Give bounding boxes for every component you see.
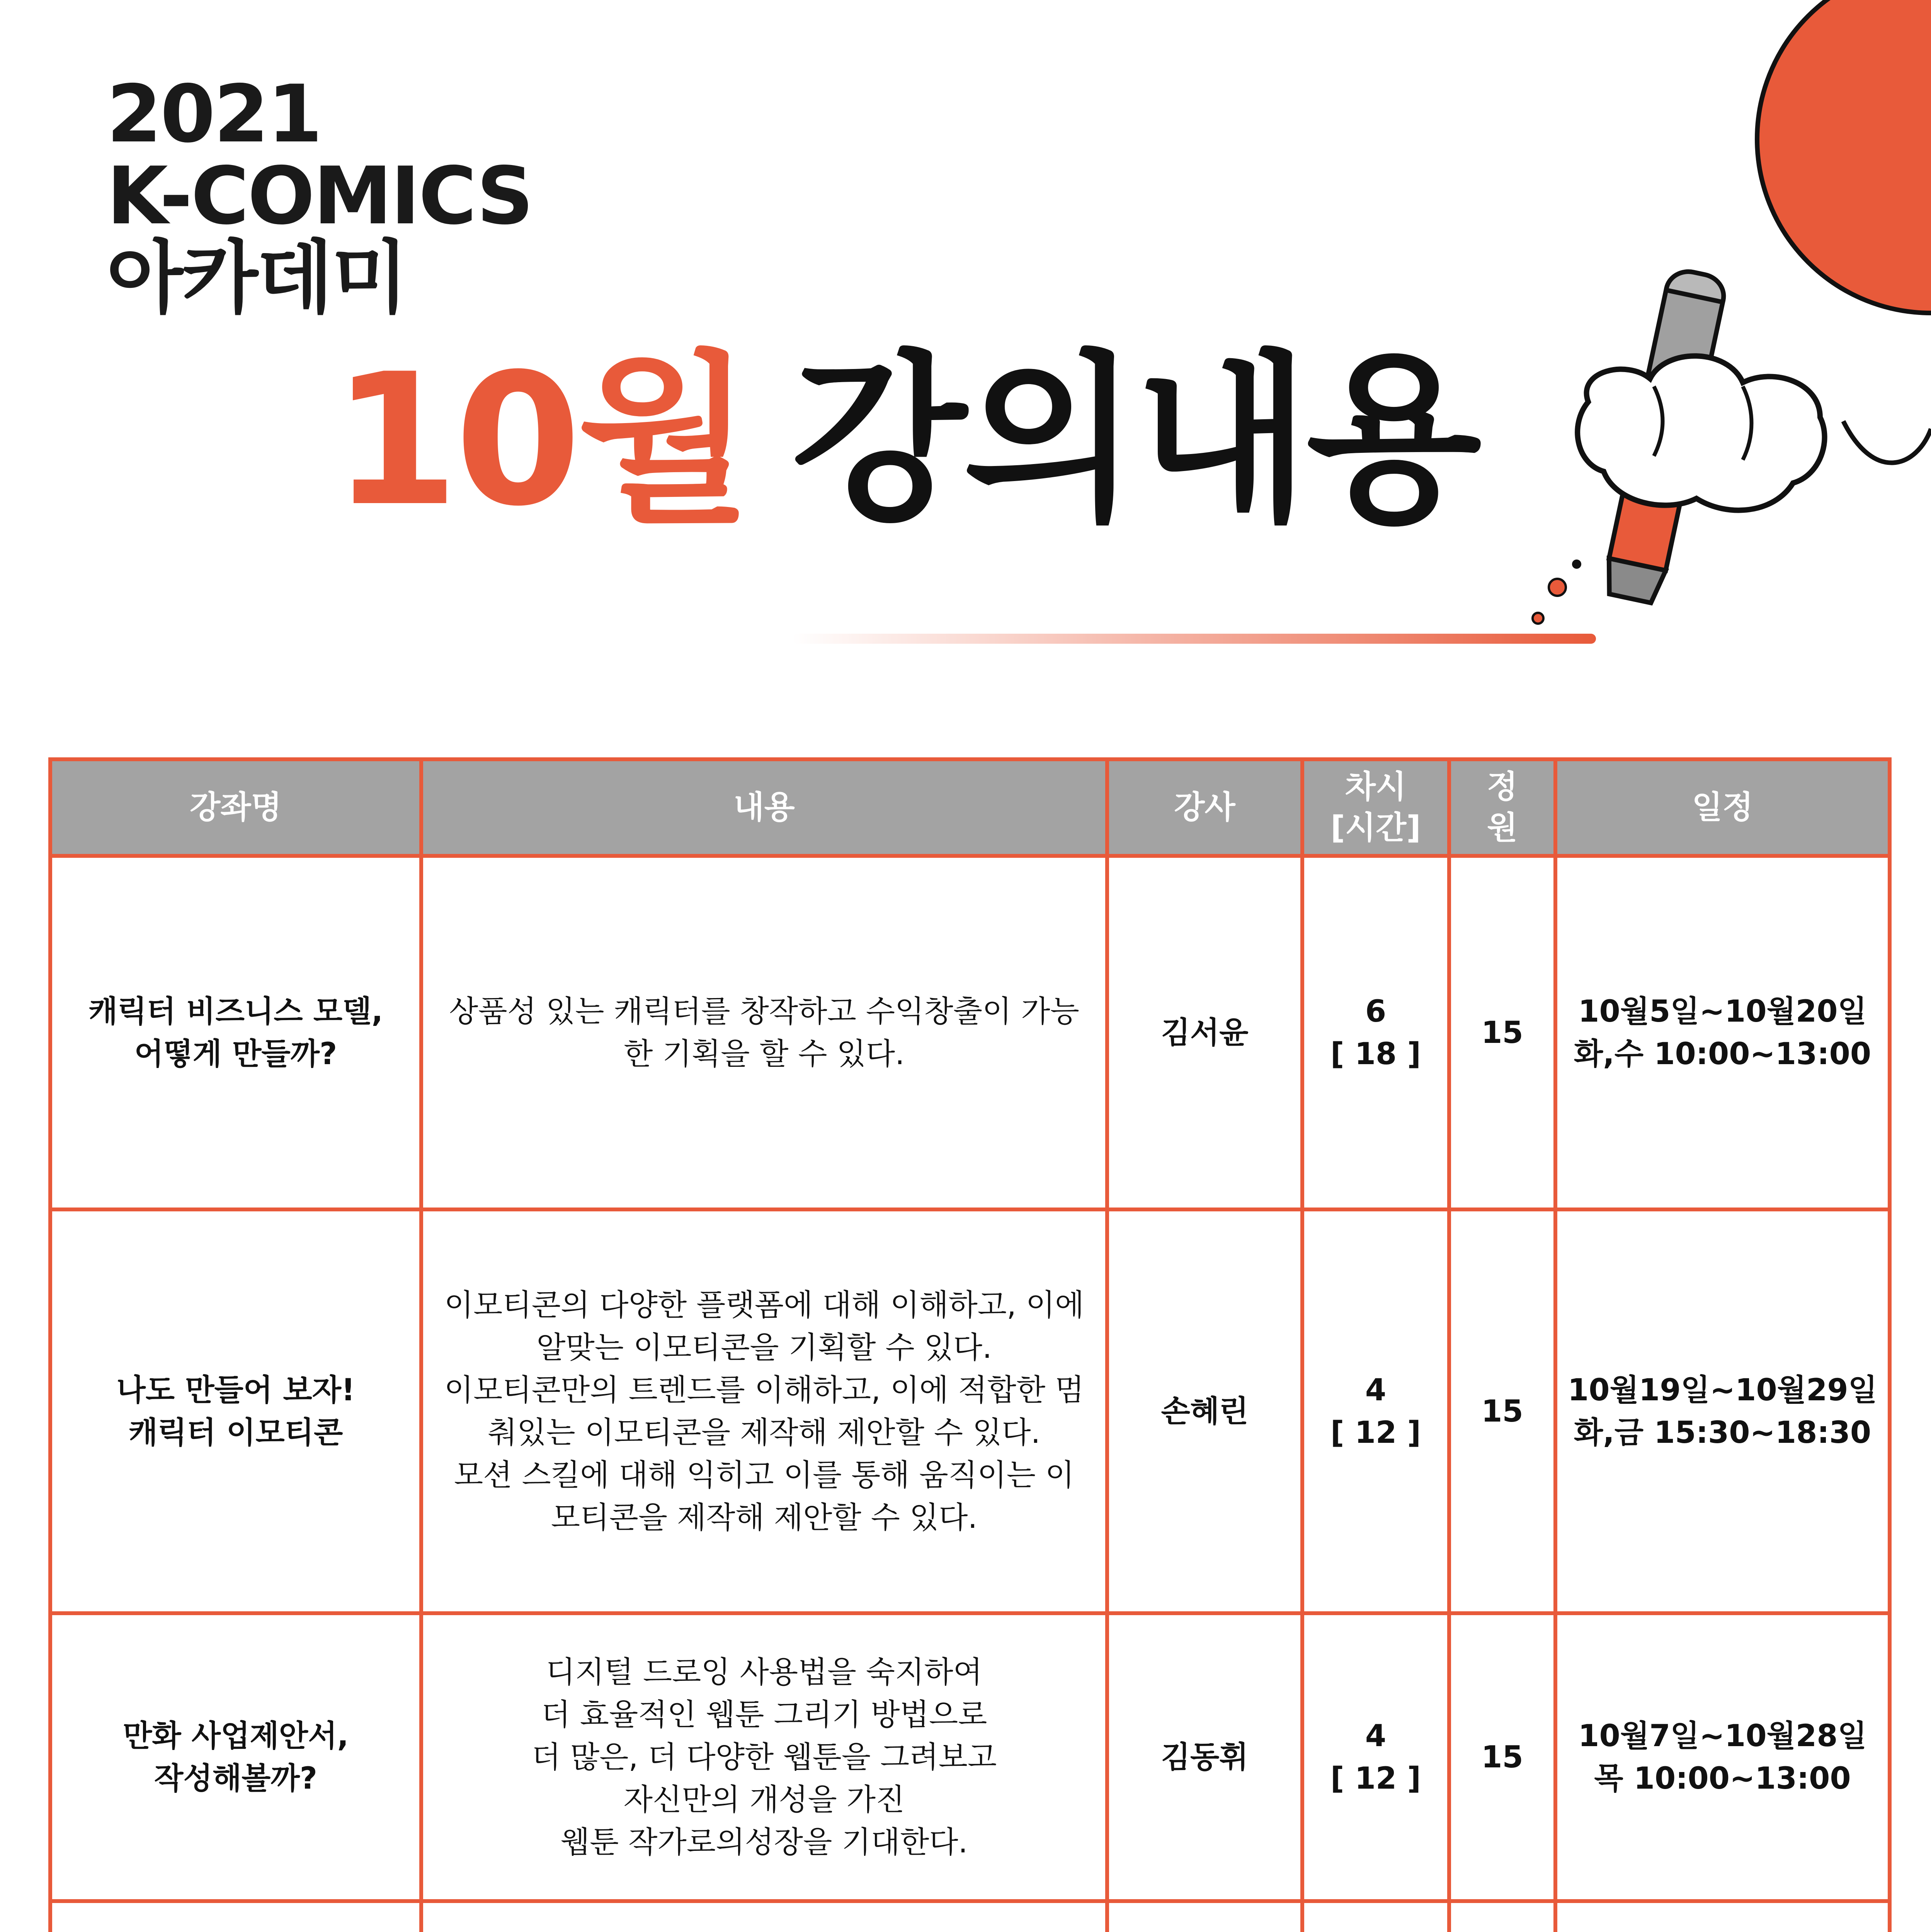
course-content: 디지털 드로잉 사용법을 숙지하여 더 효율적인 웹툰 그리기 방법으로 더 많은, 더 다양한 웹툰을 그려보고 자신만의 개성을 가진 웹툰 작가로의성장을 기대한다. xyxy=(421,1613,1107,1901)
course-content: 이모티콘의 다양한 플랫폼에 대해 이해하고, 이에 알맞는 이모티콘을 기획할 수 있다. 이모티콘만의 트렌드를 이해하고, 이에 적합한 멈 춰있는 이모티콘을 제작해 제안할 수 있다. 모션 스킬에 대해 익히고 이를 통해 움직이는 이 모티콘을 제작해 제안할 수 있다. xyxy=(421,1209,1107,1613)
session-hours xyxy=(1302,1613,1449,1901)
header-schedule: 일정 xyxy=(1555,759,1890,856)
schedule-value: 10월7일~10월28일 목 10:00~13:00 xyxy=(1555,1613,1890,1901)
title-month: 10월 xyxy=(332,335,749,546)
session-total-hours: [ 12 ] xyxy=(1330,1761,1421,1796)
course-name xyxy=(50,1901,421,1932)
schedule-value: 10월5일~10월20일 화,수 10:00~13:00 xyxy=(1555,856,1890,1209)
table-row xyxy=(50,1613,1890,1901)
glove-shape xyxy=(1577,356,1824,510)
header-course: 강좌명 xyxy=(50,759,421,856)
session-count: 4 xyxy=(1365,1372,1387,1408)
course-name: 만화 사업제안서, 작성해볼까? xyxy=(50,1613,421,1901)
splash-dot-shape xyxy=(1549,579,1566,596)
session-count: 4 xyxy=(1365,1718,1387,1753)
course-content xyxy=(421,1901,1107,1932)
capacity-value: 15 xyxy=(1449,856,1555,1209)
session-hours xyxy=(1302,856,1449,1209)
brand-name: K-COMICS xyxy=(107,150,533,242)
table-header-row xyxy=(50,759,1890,856)
brand-year: 2021 xyxy=(107,68,321,160)
page-title xyxy=(332,335,1478,546)
header-instructor: 강사 xyxy=(1107,759,1302,856)
session-total-hours: [ 12 ] xyxy=(1330,1415,1421,1450)
header-session-line2: [시간] xyxy=(1330,810,1421,846)
lecture-table xyxy=(48,757,1892,1932)
brand-block xyxy=(107,68,533,324)
table-row xyxy=(50,856,1890,1209)
header-session-line1: 차시 xyxy=(1345,769,1407,805)
session-hours xyxy=(1302,1901,1449,1932)
hand-marker-illustration xyxy=(1526,0,1931,665)
orange-circle-shape xyxy=(1757,0,1931,313)
header-capacity-line2: 원 xyxy=(1487,810,1518,846)
title-text: 강의내용 xyxy=(791,335,1478,546)
header-content: 내용 xyxy=(421,759,1107,856)
course-name: 캐릭터 비즈니스 모델, 어떻게 만들까? xyxy=(50,856,421,1209)
capacity-value: 15 xyxy=(1449,1613,1555,1901)
session-total-hours: [ 18 ] xyxy=(1330,1036,1421,1071)
table-row xyxy=(50,1901,1890,1932)
schedule-value xyxy=(1555,1901,1890,1932)
course-name: 나도 만들어 보자! 캐릭터 이모티콘 xyxy=(50,1209,421,1613)
course-content: 상품성 있는 캐릭터를 창작하고 수익창출이 가능 한 기획을 할 수 있다. xyxy=(421,856,1107,1209)
header-capacity xyxy=(1449,759,1555,856)
capacity-value: 15 xyxy=(1449,1209,1555,1613)
session-count: 6 xyxy=(1365,994,1387,1029)
schedule-value: 10월19일~10월29일 화,금 15:30~18:30 xyxy=(1555,1209,1890,1613)
tail-curve-shape xyxy=(1843,421,1931,463)
table-row xyxy=(50,1209,1890,1613)
capacity-value xyxy=(1449,1901,1555,1932)
instructor-name: 김동휘 xyxy=(1107,1613,1302,1901)
header-session xyxy=(1302,759,1449,856)
brand-subtitle: 아카데미 xyxy=(107,232,407,324)
instructor-name: 김서윤 xyxy=(1107,856,1302,1209)
session-hours xyxy=(1302,1209,1449,1613)
header-capacity-line1: 정 xyxy=(1487,769,1518,805)
title-underline xyxy=(792,634,1596,644)
instructor-name xyxy=(1107,1901,1302,1932)
instructor-name: 손혜린 xyxy=(1107,1209,1302,1613)
